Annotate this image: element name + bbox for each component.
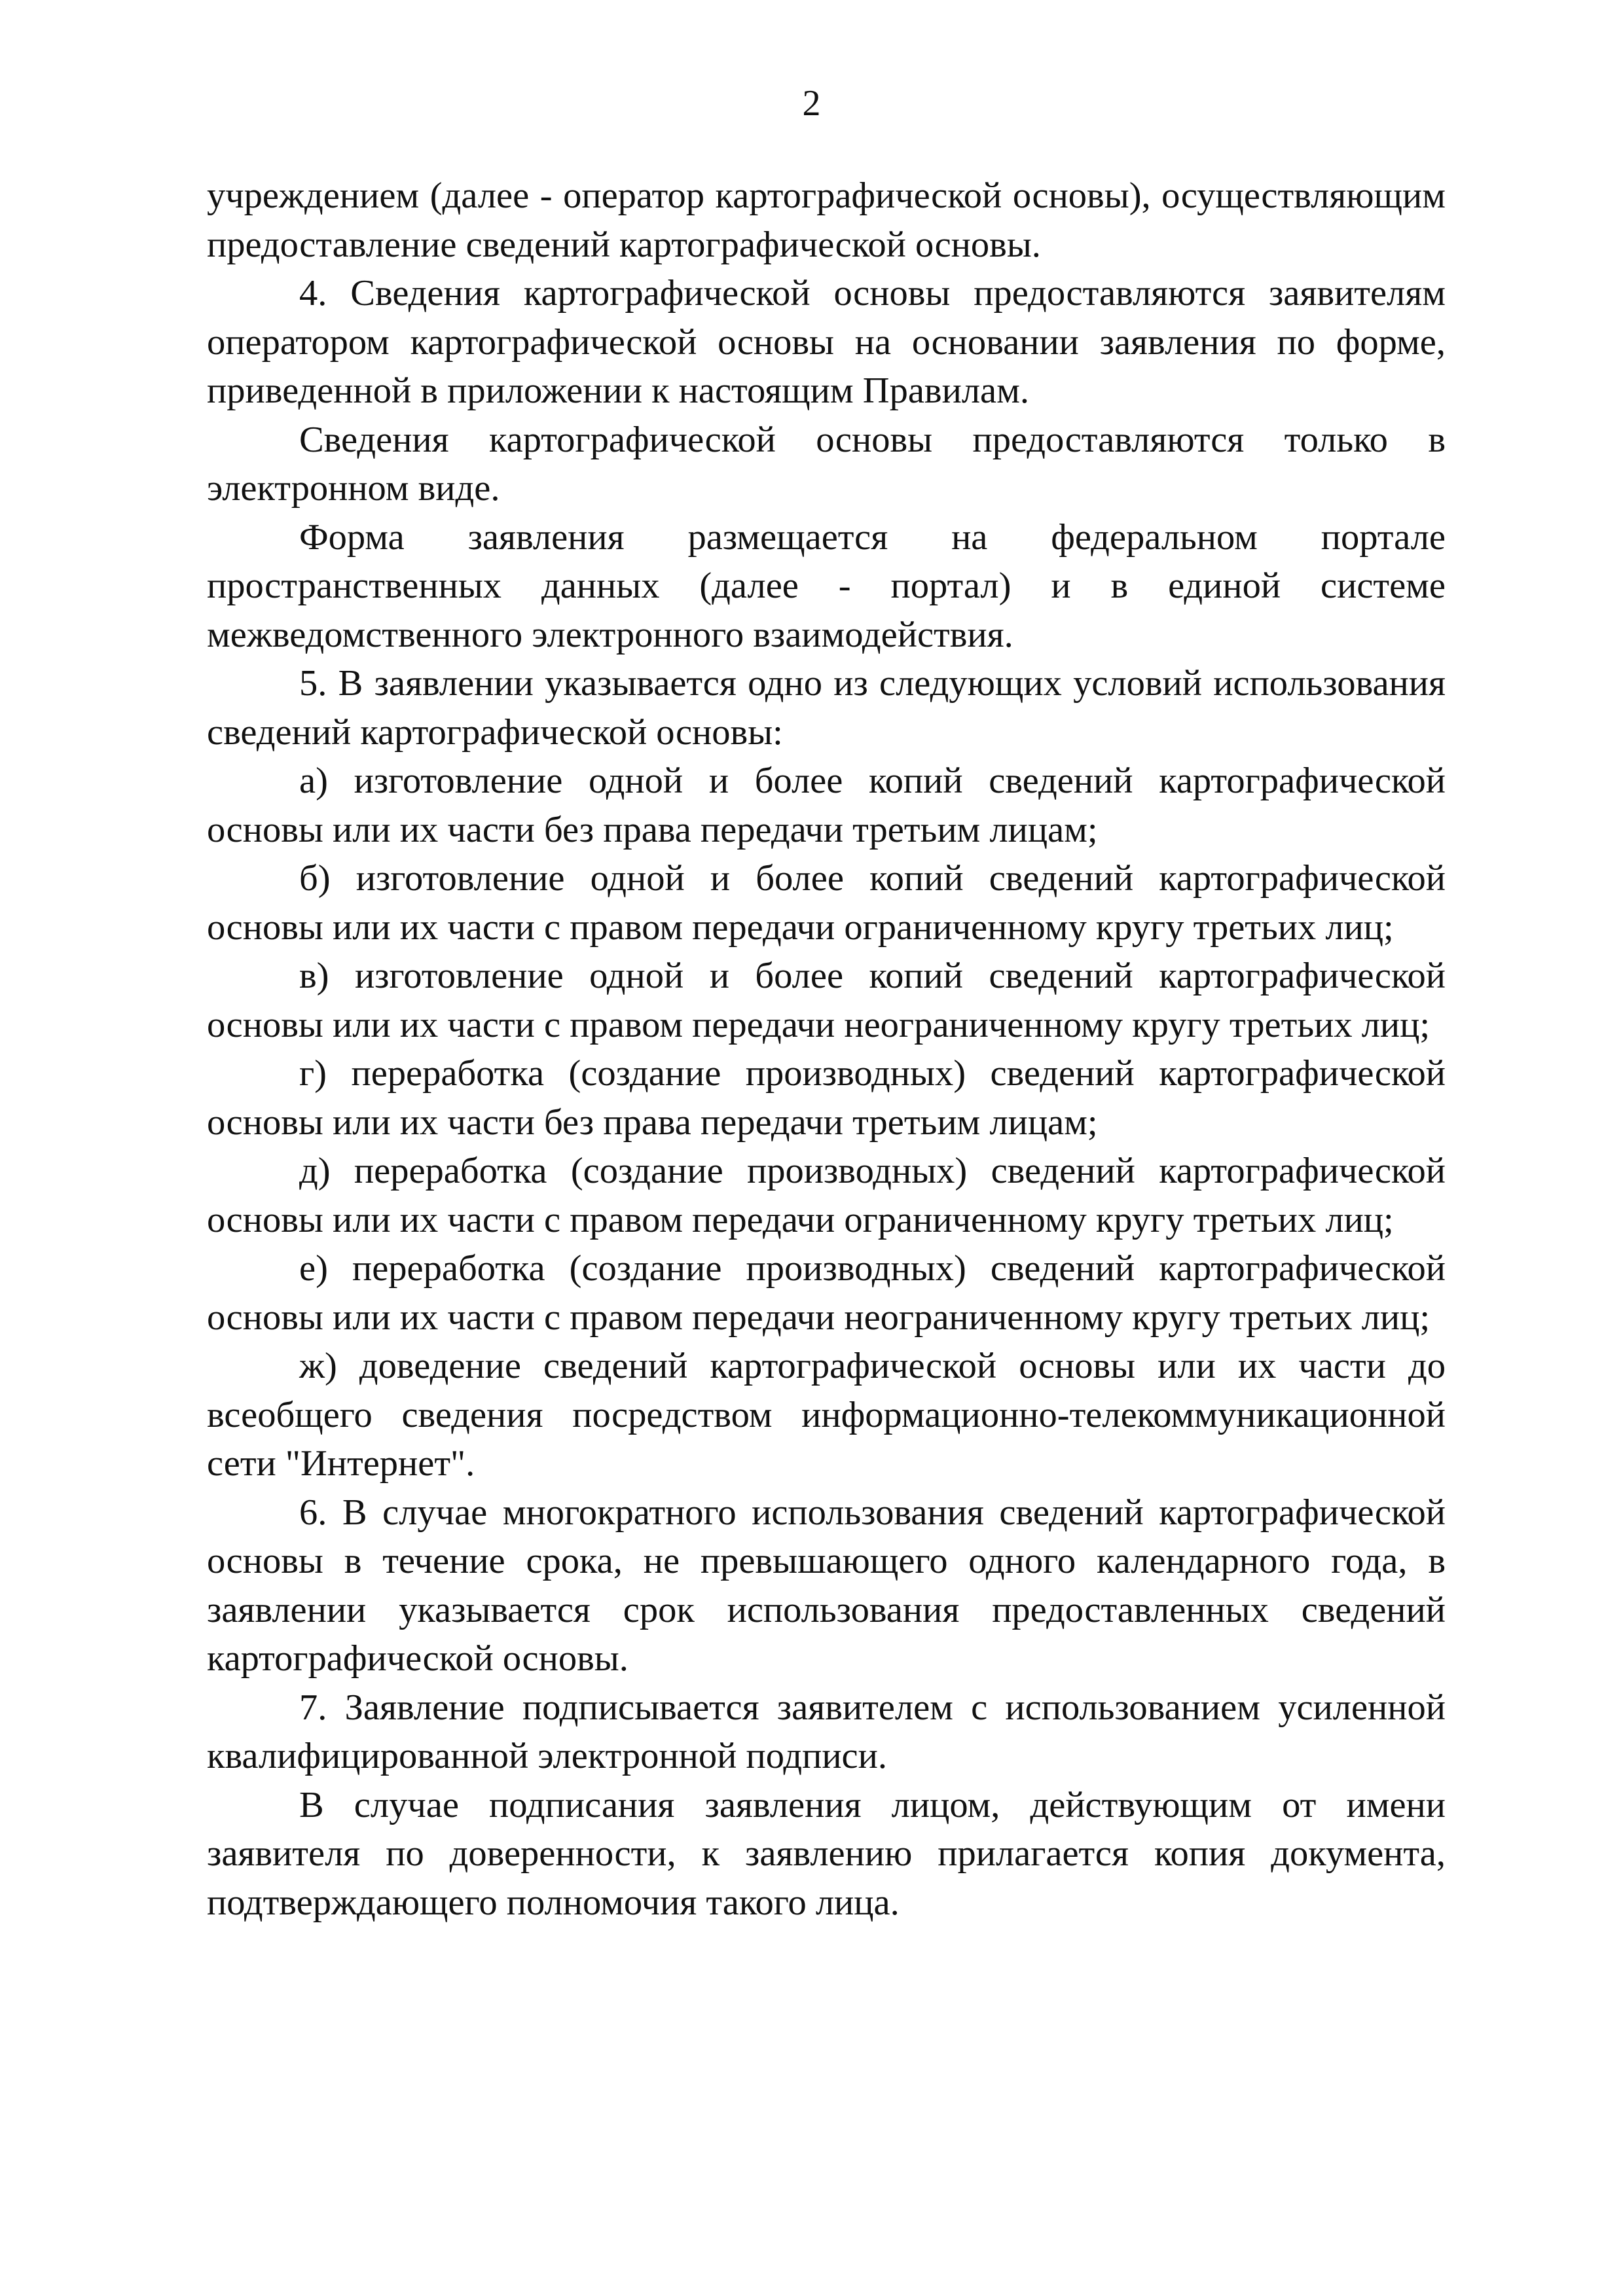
page-number: 2 [802,83,821,124]
paragraph-power-of-attorney: В случае подписания заявления лицом, действующим от имени заявителя по доверенности, к заявлению прилагается копия документа, подтверждающего полномочия такого лица. [207,1784,1446,1923]
subitem-e: е) переработка (создание производных) сведений картографической основы или их части с правом передачи неограниченному кругу третьих лиц; [207,1248,1446,1338]
subitem-v: в) изготовление одной и более копий сведений картографической основы или их части с правом передачи неограниченному кругу третьих лиц; [207,956,1446,1045]
paragraph-form-placement: Форма заявления размещается на федеральном портале пространственных данных (далее - портал) и в единой системе межведомственного электронного взаимодействия. [207,516,1446,655]
paragraph-item-7: 7. Заявление подписывается заявителем с использованием усиленной квалифицированной электронной подписи. [207,1687,1446,1776]
subitem-zh: ж) доведение сведений картографической основы или их части до всеобщего сведения посредством информационно-телекоммуникационной сети "Интернет". [207,1346,1446,1484]
paragraph-continuation: учреждением (далее - оператор картографической основы), осуществляющим предоставление сведений картографической основы. [207,175,1446,265]
subitem-a: а) изготовление одной и более копий сведений картографической основы или их части без права передачи третьим лицам; [207,761,1446,850]
paragraph-item-6: 6. В случае многократного использования сведений картографической основы в течение срока, не превышающего одного календарного года, в заявлении указывается срок использования предоставленных сведений картографической основы. [207,1492,1446,1679]
subitem-g: г) переработка (создание производных) сведений картографической основы или их части без права передачи третьим лицам; [207,1053,1446,1143]
document-body [207,171,1446,1927]
subitem-b: б) изготовление одной и более копий сведений картографической основы или их части с правом передачи ограниченному кругу третьих лиц; [207,858,1446,948]
subitem-d: д) переработка (создание производных) сведений картографической основы или их части с правом передачи ограниченному кругу третьих лиц; [207,1151,1446,1240]
paragraph-electronic-form: Сведения картографической основы предоставляются только в электронном виде. [207,419,1446,509]
paragraph-item-4: 4. Сведения картографической основы предоставляются заявителям оператором картографической основы на основании заявления по форме, приведенной в приложении к настоящим Правилам. [207,273,1446,411]
paragraph-item-5: 5. В заявлении указывается одно из следующих условий использования сведений картографической основы: [207,663,1446,753]
